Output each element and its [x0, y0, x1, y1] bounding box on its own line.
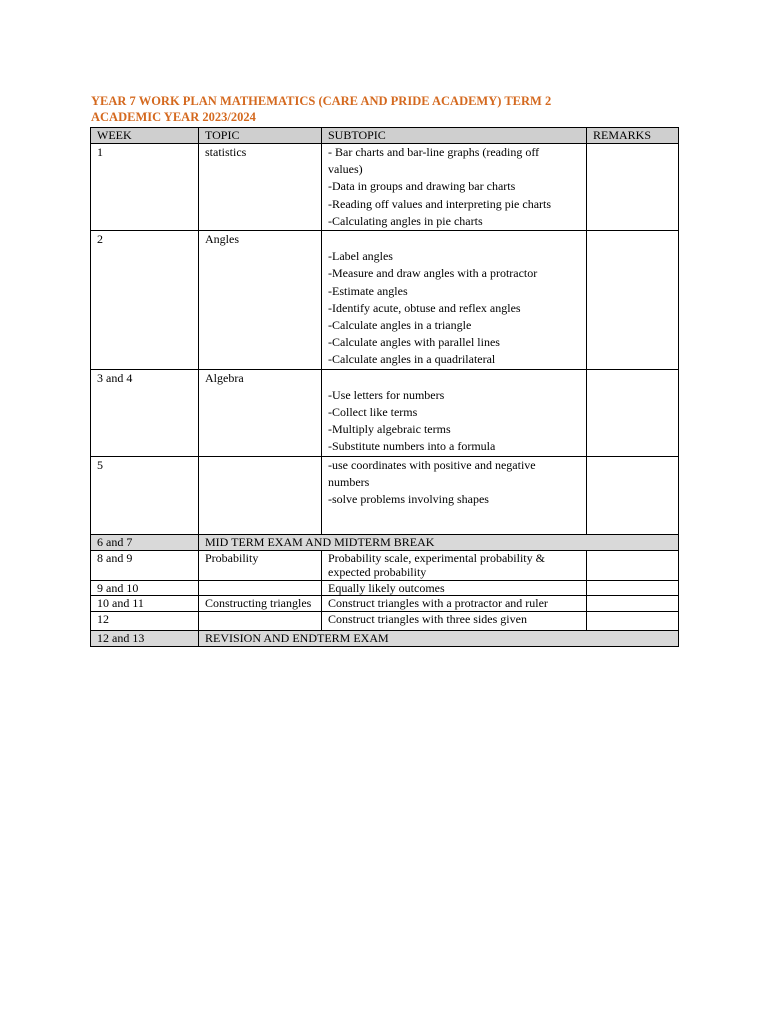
week-cell: 2: [91, 231, 199, 370]
subtopic-cell: [322, 456, 587, 534]
table-row: [91, 144, 679, 231]
remarks-cell: [587, 144, 679, 231]
week-cell: 1: [91, 144, 199, 231]
header-week: WEEK: [91, 128, 199, 144]
header-topic: TOPIC: [199, 128, 322, 144]
table-header-row: [91, 128, 679, 144]
topic-cell: Constructing triangles: [199, 596, 322, 612]
subtopic-item: -Collect like terms: [328, 405, 418, 420]
subtopic-cell: [322, 231, 587, 370]
table-row: [91, 596, 679, 612]
table-row: [91, 231, 679, 370]
subtopic-item: - Bar charts and bar-line graphs (reading off: [328, 145, 540, 159]
subtopic-cell: Equally likely outcomes: [322, 580, 587, 596]
document-title: [91, 93, 681, 125]
table-row: [91, 611, 679, 630]
subtopic-cell: [322, 369, 587, 456]
remarks-cell: [587, 456, 679, 534]
header-remarks: REMARKS: [587, 128, 679, 144]
remarks-cell: [587, 611, 679, 630]
subtopic-cell: Construct triangles with a protractor and ruler: [322, 596, 587, 612]
midterm-band-text: MID TERM EXAM AND MIDTERM BREAK: [199, 534, 679, 550]
subtopic-item: -Calculate angles in a quadrilateral: [328, 352, 496, 367]
subtopic-item: -Data in groups and drawing bar charts: [328, 179, 516, 194]
subtopic-item: -Estimate angles: [328, 283, 408, 298]
endterm-band-row: [91, 630, 679, 646]
topic-cell: Angles: [199, 231, 322, 370]
week-cell: 8 and 9: [91, 550, 199, 580]
topic-cell: Probability: [199, 550, 322, 580]
subtopic-item: numbers: [328, 474, 370, 489]
subtopic-cell: Probability scale, experimental probability & expected probability: [322, 550, 587, 580]
subtopic-item: values): [328, 162, 363, 177]
week-cell: 10 and 11: [91, 596, 199, 612]
remarks-cell: [587, 550, 679, 580]
remarks-cell: [587, 369, 679, 456]
topic-cell: [199, 456, 322, 534]
topic-cell: [199, 611, 322, 630]
endterm-band-text: REVISION AND ENDTERM EXAM: [199, 630, 679, 646]
header-subtopic: SUBTOPIC: [322, 128, 587, 144]
subtopic-item: -Calculating angles in pie charts: [328, 213, 483, 228]
remarks-cell: [587, 580, 679, 596]
remarks-cell: [587, 596, 679, 612]
week-cell: 6 and 7: [91, 534, 199, 550]
week-cell: 3 and 4: [91, 369, 199, 456]
week-cell: 9 and 10: [91, 580, 199, 596]
subtopic-cell: Construct triangles with three sides given: [322, 611, 587, 630]
subtopic-item: -Calculate angles in a triangle: [328, 318, 472, 333]
title-line-1: YEAR 7 WORK PLAN MATHEMATICS (CARE AND PRIDE ACADEMY) TERM 2: [91, 94, 552, 108]
subtopic-item: -use coordinates with positive and negative: [328, 457, 536, 472]
table-row: [91, 550, 679, 580]
topic-cell: Algebra: [199, 369, 322, 456]
subtopic-item: -Reading off values and interpreting pie charts: [328, 196, 552, 211]
subtopic-item: -Label angles: [328, 249, 393, 264]
subtopic-item: -Measure and draw angles with a protractor: [328, 266, 538, 281]
work-plan-table: [90, 127, 679, 647]
week-cell: 12 and 13: [91, 630, 199, 646]
subtopic-item: -Multiply algebraic terms: [328, 422, 451, 437]
subtopic-cell: [322, 144, 587, 231]
topic-cell: [199, 580, 322, 596]
subtopic-item: -Identify acute, obtuse and reflex angles: [328, 300, 521, 315]
table-row: [91, 456, 679, 534]
week-cell: 12: [91, 611, 199, 630]
title-line-2: ACADEMIC YEAR 2023/2024: [91, 110, 256, 124]
remarks-cell: [587, 231, 679, 370]
subtopic-item: -solve problems involving shapes: [328, 492, 489, 507]
week-cell: 5: [91, 456, 199, 534]
table-row: [91, 580, 679, 596]
topic-cell: statistics: [199, 144, 322, 231]
subtopic-item: -Substitute numbers into a formula: [328, 439, 496, 454]
blank-line: [328, 231, 580, 248]
blank-line: [328, 370, 580, 387]
table-row: [91, 369, 679, 456]
subtopic-item: -Use letters for numbers: [328, 387, 445, 402]
subtopic-item: -Calculate angles with parallel lines: [328, 335, 500, 350]
midterm-band-row: [91, 534, 679, 550]
